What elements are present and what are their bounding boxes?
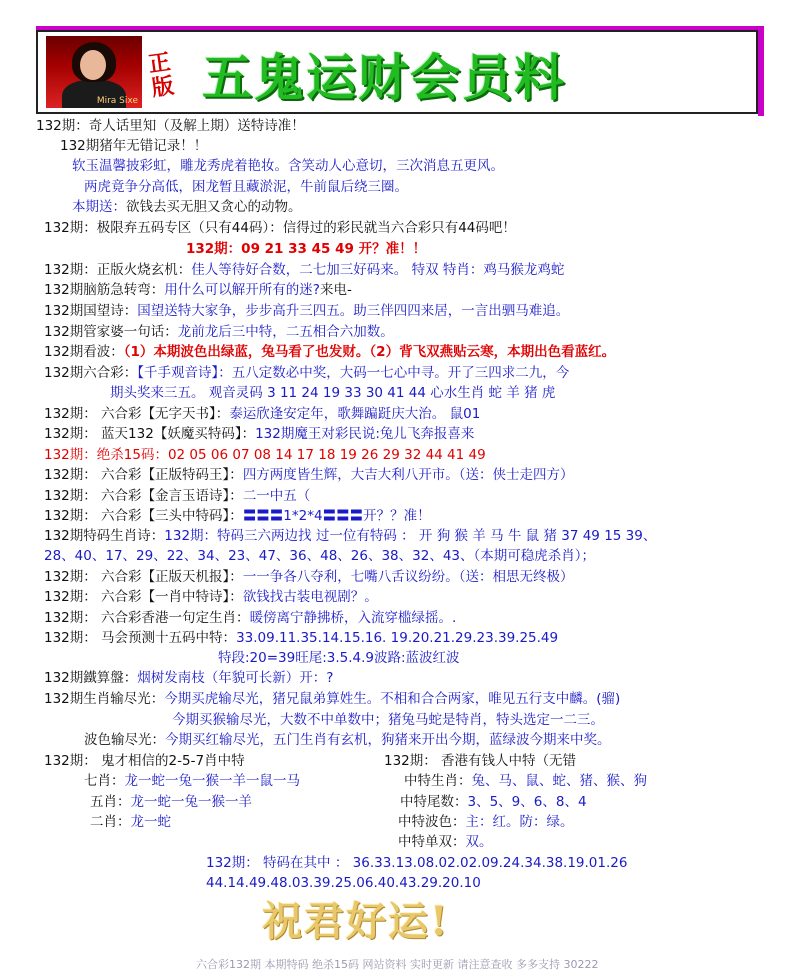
line-wave: 132期看波：（1）本期波色出绿蓝，兔马看了也发财。（2）背飞双燕贴云寒，本期出色看蓝红。 — [44, 344, 616, 360]
line-tianshu: 132期： 六合彩【无字天书】：泰运欣逢安定年，歌舞蹁跹庆大治。 鼠01 — [44, 406, 481, 422]
line-tema-in-2: 44.14.49.48.03.39.25.06.40.43.29.20.10 — [206, 875, 481, 891]
genuine-badge: 正版 — [146, 48, 176, 102]
line-guowang: 132期国望诗：国望送特大家争，步步高升三四五。助三伴四四来居，一言出驷马难追。 — [44, 303, 570, 319]
line-kill15: 132期：绝杀15码：02 05 06 07 08 14 17 18 19 26 29 32 44 41 49 — [44, 447, 486, 463]
line-jinyan: 132期： 六合彩【金言玉语诗】：二一中五（ — [44, 488, 311, 504]
line-yixiao: 132期： 六合彩【一肖中特诗】：欲钱找古装电视剧？。 — [44, 589, 378, 605]
line-seven: 七肖：龙一蛇一兔一猴一羊一鼠一马 — [84, 773, 300, 789]
line-zodiac-hit: 中特生肖：兔、马、鼠、蛇、猪、猴、狗 — [404, 773, 647, 789]
line-poem-2: 两虎竟争分高低，困龙暂且藏淤泥，牛前鼠后绕三圈。 — [84, 179, 408, 195]
line-color-hit: 中特波色：主：红。防：绿。 — [398, 814, 574, 830]
line-tema-in: 132期： 特码在其中 ： 36.33.13.08.02.02.09.24.34.38.19.01.26 — [206, 855, 628, 871]
line-zodiac-lose-2: 今期买猴输尽光，大数不中单数中；猪兔马蛇是特肖，特头选定一二三。 — [172, 712, 604, 728]
line-yaomo: 132期： 蓝天132【妖魔买特码】：132期魔王对彩民说:兔儿飞奔报喜来 — [44, 426, 475, 442]
line-guanyin: 132期六合彩：【千手观音诗】：五八定数必中奖，大码一七心中寻。开了三四求二九，今 — [44, 365, 570, 381]
line-oddeven-hit: 中特单双：双。 — [398, 834, 493, 850]
right-accent-bar — [758, 30, 764, 116]
line-guanyin-2: 期头奖来三五。 观音灵码 3 11 24 19 33 30 41 44 心水生肖 蛇 羊 猪 虎 — [110, 385, 556, 401]
line-zodiac-lose: 132期生肖输尽光：今期买虎输尽光，猪兄鼠弟算姓生。不相和合合两家，唯见五行支中麟。(骝) — [44, 691, 621, 707]
line-zodiac-numbers: 28、40、17、29、22、34、23、47、36、48、26、38、32、43、（本期可稳虎杀肖）； — [44, 548, 595, 564]
line-kill-numbers: 132期：09 21 33 45 49 开？准！！ — [186, 241, 427, 257]
photo-caption: Mira Sixe — [96, 96, 138, 106]
portrait-photo — [46, 36, 142, 108]
line-two: 二肖：龙一蛇 — [90, 814, 171, 830]
line-hk-sentence: 132期： 六合彩香港一句定生肖：暖傍离宁静拂桥，入流穿槛绿摇。. — [44, 610, 457, 626]
good-luck-slogan: 祝君好运! — [262, 898, 450, 945]
page-title: 五鬼运财会员料 — [202, 49, 566, 107]
line-rich-title: 132期： 香港有钱人中特（无错 — [384, 753, 577, 769]
line-color-lose: 波色输尽光：今期买红输尽光，五门生肖有玄机，狗猪来开出今期，蓝绿波今期来中奖。 — [84, 732, 611, 748]
line-riddle: 132期脑筋急转弯：用什么可以解开所有的迷?来电- — [44, 282, 352, 298]
line-record: 132期猪年无错记录！！ — [60, 138, 208, 154]
line-santou: 132期： 六合彩【三头中特码】：〓〓〓1*2*4〓〓〓开？？准！ — [44, 508, 431, 524]
line-tianji: 132期： 六合彩【正版天机报】：一一争各八夺利，七嘴八舌议纷纷。（送：相思无终极） — [44, 569, 574, 585]
line-suanpan: 132期鐵算盤：烟树发南枝（年貌可长新）开：? — [44, 670, 334, 686]
line-tema-king: 132期： 六合彩【正版特码王】：四方两度皆生辉，大吉大利八开市。（送：侠士走四方） — [44, 467, 574, 483]
line-mahui: 132期： 马会预测十五码中特：33.09.11.35.14.15.16. 19.20.21.29.23.39.25.49 — [44, 630, 559, 646]
line-intro: 132期：奇人话里知（及解上期）送特诗准！ — [36, 118, 305, 134]
line-housekeeper: 132期管家婆一句话：龙前龙后三中特，二五相合六加数。 — [44, 324, 394, 340]
line-limit: 132期：极限弃五码专区（只有44码）：信得过的彩民就当六合彩只有44码吧！ — [44, 220, 516, 236]
line-zodiac-poem: 132期特码生肖诗：132期：特码三六两边找 过一位有特码 ： 开 狗 猴 羊 马 牛 鼠 猪 37 49 15 39、 — [44, 528, 657, 544]
line-ghost-title: 132期： 鬼才相信的2-5-7肖中特 — [44, 753, 245, 769]
top-accent-bar — [36, 26, 764, 30]
line-tail-hit: 中特尾数：3、5、9、6、8、4 — [400, 794, 587, 810]
line-five: 五肖：龙一蛇一兔一猴一羊 — [90, 794, 252, 810]
line-poem-1: 软玉温馨披彩虹，雕龙秀虎着艳妆。含笑动人心意切，三次消息五更风。 — [72, 158, 504, 174]
line-fire: 132期：正版火烧玄机：佳人等待好合数，二七加三好码来。 特双 特肖：鸡马猴龙鸡蛇 — [44, 262, 565, 278]
header-banner — [36, 30, 758, 114]
line-tetuan: 特段:20=39旺尾:3.5.4.9波路:蓝波红波 — [218, 650, 460, 666]
line-send: 本期送：欲钱去买无胆又贪心的动物。 — [72, 199, 302, 215]
faint-footer-text: 六合彩132期 本期特码 绝杀15码 网站资料 实时更新 请注意查收 多多支持 30222 — [196, 958, 599, 971]
